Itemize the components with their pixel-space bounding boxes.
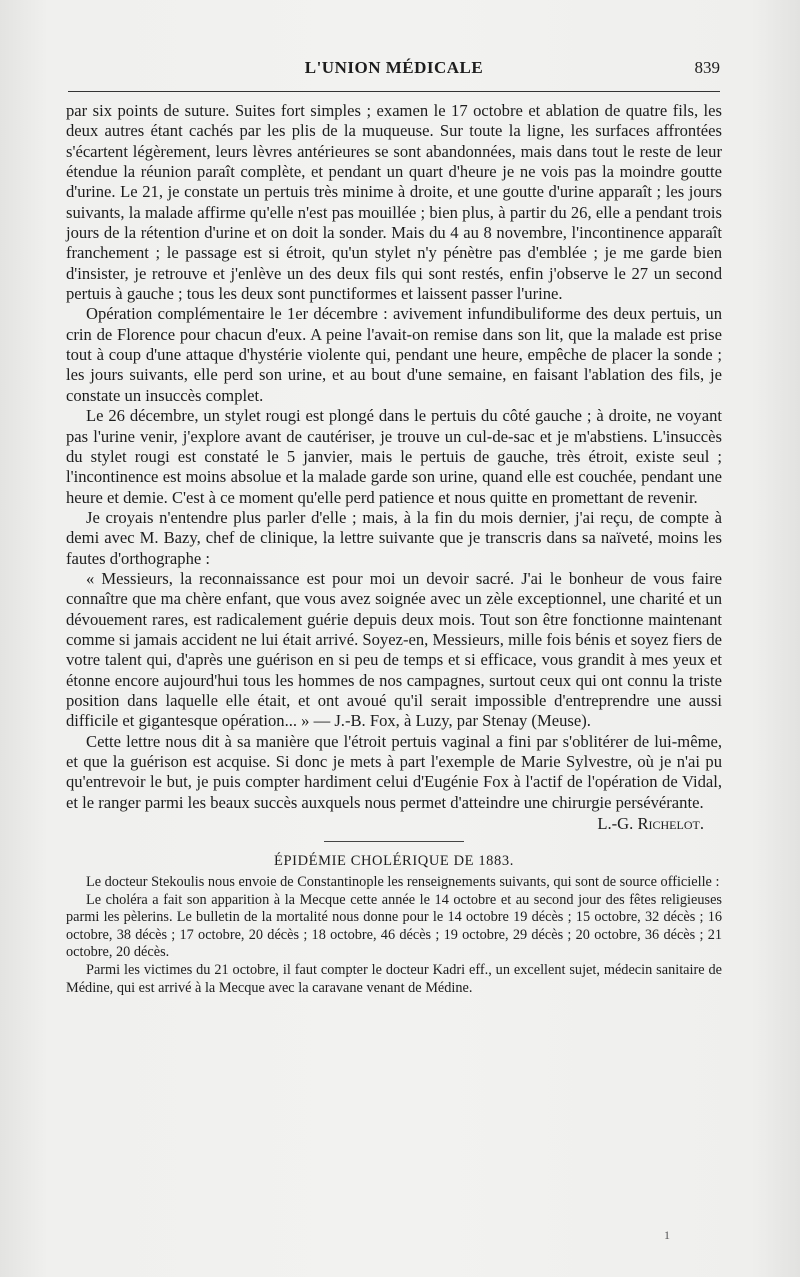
quoted-letter: « Messieurs, la reconnaissance est pour moi un devoir sacré. J'ai le bonheur de vous faire connaître que ma chère enfant, que vous avez soignée avec un zèle exceptionnel, une charité et un dévouement rares, est radicalement guérie depuis deux mois. Tout son être fonctionne maintenant comme si jamais accident ne lui était arrivé. Soyez-en, Messieurs, mille fois bénis et soyez fiers de votre talent qui, d'après une guérison en si peu de temps et si efficace, vous grandit à mes yeux et étonne encore aujourd'hui tous les hommes de nos campagnes, surtout ceux qui ont connu la triste position dans laquelle elle était, et ont avoué qu'il serait impossible d'entreprendre une aussi difficile et gigantesque opération... » — J.-B. Fox, à Luzy, par Stenay (Meuse).: [66, 568, 722, 731]
article-paragraph: Cette lettre nous dit à sa manière que l'étroit pertuis vaginal a fini par s'oblitérer de lui-même, et que la guérison est acquise. Si donc je mets à part l'exemple de Marie Sylvestre, où je n'ai pu qu'entrevoir le but, je puis compter hardiment celui d'Eugénie Fox à l'actif de l'opération de Vidal, et le ranger parmi les beaux succès auxquels nous permet d'atteindre une chirurgie persévérante.: [66, 731, 722, 812]
section-paragraph: Le docteur Stekoulis nous envoie de Constantinople les renseignements suivants, qui sont de source officielle :: [86, 874, 720, 891]
author-initials: L.-G.: [597, 814, 634, 834]
journal-title: L'UNION MÉDICALE: [304, 58, 484, 77]
section-paragraph: Parmi les victimes du 21 octobre, il faut compter le docteur Kadri eff., un excellent sujet, médecin sanitaire de Médine, qui est arrivé à la Mecque avec la caravane venant de Médine.: [66, 962, 722, 996]
article-body: [66, 101, 722, 997]
section-separator: [324, 841, 464, 842]
section-paragraph: Le choléra a fait son apparition à la Mecque cette année le 14 octobre et au second jour des fêtes religieuses parmi les pèlerins. Le bulletin de la mortalité nous donne pour le 14 octobre 19 décès ; 15 octobre, 32 décès ; 16 octobre, 38 décès ; 17 octobre, 20 décès ; 18 octobre, 46 décès ; 19 octobre, 29 décès ; 20 octobre, 36 décès ; 21 octobre, 20 décès.: [66, 891, 722, 961]
section-body: [66, 874, 722, 997]
article-paragraph: Le 26 décembre, un stylet rougi est plongé dans le pertuis du côté gauche ; à droite, ne voyant pas l'urine venir, j'explore avant de cautériser, je trouve un cul-de-sac et je m'abstiens. L'insuccès du stylet rougi est constaté le 5 janvier, mais le pertuis de gauche, très étroit, existe seul ; l'incontinence est moins absolue et la malade garde son urine, quand elle est couchée, pendant une heure et demie. C'est à ce moment qu'elle perd patience et nous quitte en promettant de revenir.: [66, 406, 722, 507]
running-head: [66, 58, 722, 86]
section-title: ÉPIDÉMIE CHOLÉRIQUE DE 1883.: [274, 853, 514, 870]
article-paragraph: Opération complémentaire le 1er décembre : avivement infundibuliforme des deux pertuis, un crin de Florence pour chacun d'eux. A peine l'avait-on remise dans son lit, que la malade est prise tout à coup d'une attaque d'hystérie violente qui, pendant une heure, empêche de placer la sonde ; les jours suivants, elle perd son urine, et au bout d'une semaine, en faisant l'ablation des fils, je constate un insuccès complet.: [66, 304, 722, 405]
article-paragraph: Je croyais n'entendre plus parler d'elle ; mais, à la fin du mois dernier, j'ai reçu, de compte à demi avec M. Bazy, chef de clinique, la lettre suivante que je transcris dans sa naïveté, moins les fautes d'orthographe :: [66, 507, 722, 568]
page-number: 839: [694, 58, 720, 77]
author-name: Richelot.: [637, 814, 704, 834]
author-signature: [66, 813, 722, 835]
header-rule: [68, 91, 720, 92]
article-paragraph: par six points de suture. Suites fort simples ; examen le 17 octobre et ablation de quatre fils, les deux autres étant cachés par les plis de la muqueuse. Sur toute la ligne, les surfaces affrontées s'écartent légèrement, leurs lèvres antérieures se sont abandonnées, mais dans tout le reste de leur étendue la réunion paraît complète, et pendant un quart d'heure je ne vois pas la moindre goutte d'urine. Le 21, je constate un pertuis très minime à droite, et une goutte d'urine apparaît ; les jours suivants, la malade affirme qu'elle n'est pas mouillée ; bien plus, à partir du 26, elle a pendant trois jours de la rétention d'urine et on doit la sonder. Mais du 4 au 8 novembre, l'incontinence apparaît franchement ; le passage est si étroit, qu'un stylet n'y pénètre pas d'emblée ; je me garde bien d'insister, je retrouve et j'enlève un des deux fils qui sont restés, enfin j'observe le 27 un second pertuis à gauche ; tous les deux sont punctiformes et laissent passer l'urine.: [66, 101, 722, 304]
footer-mark: 1: [664, 1228, 670, 1242]
